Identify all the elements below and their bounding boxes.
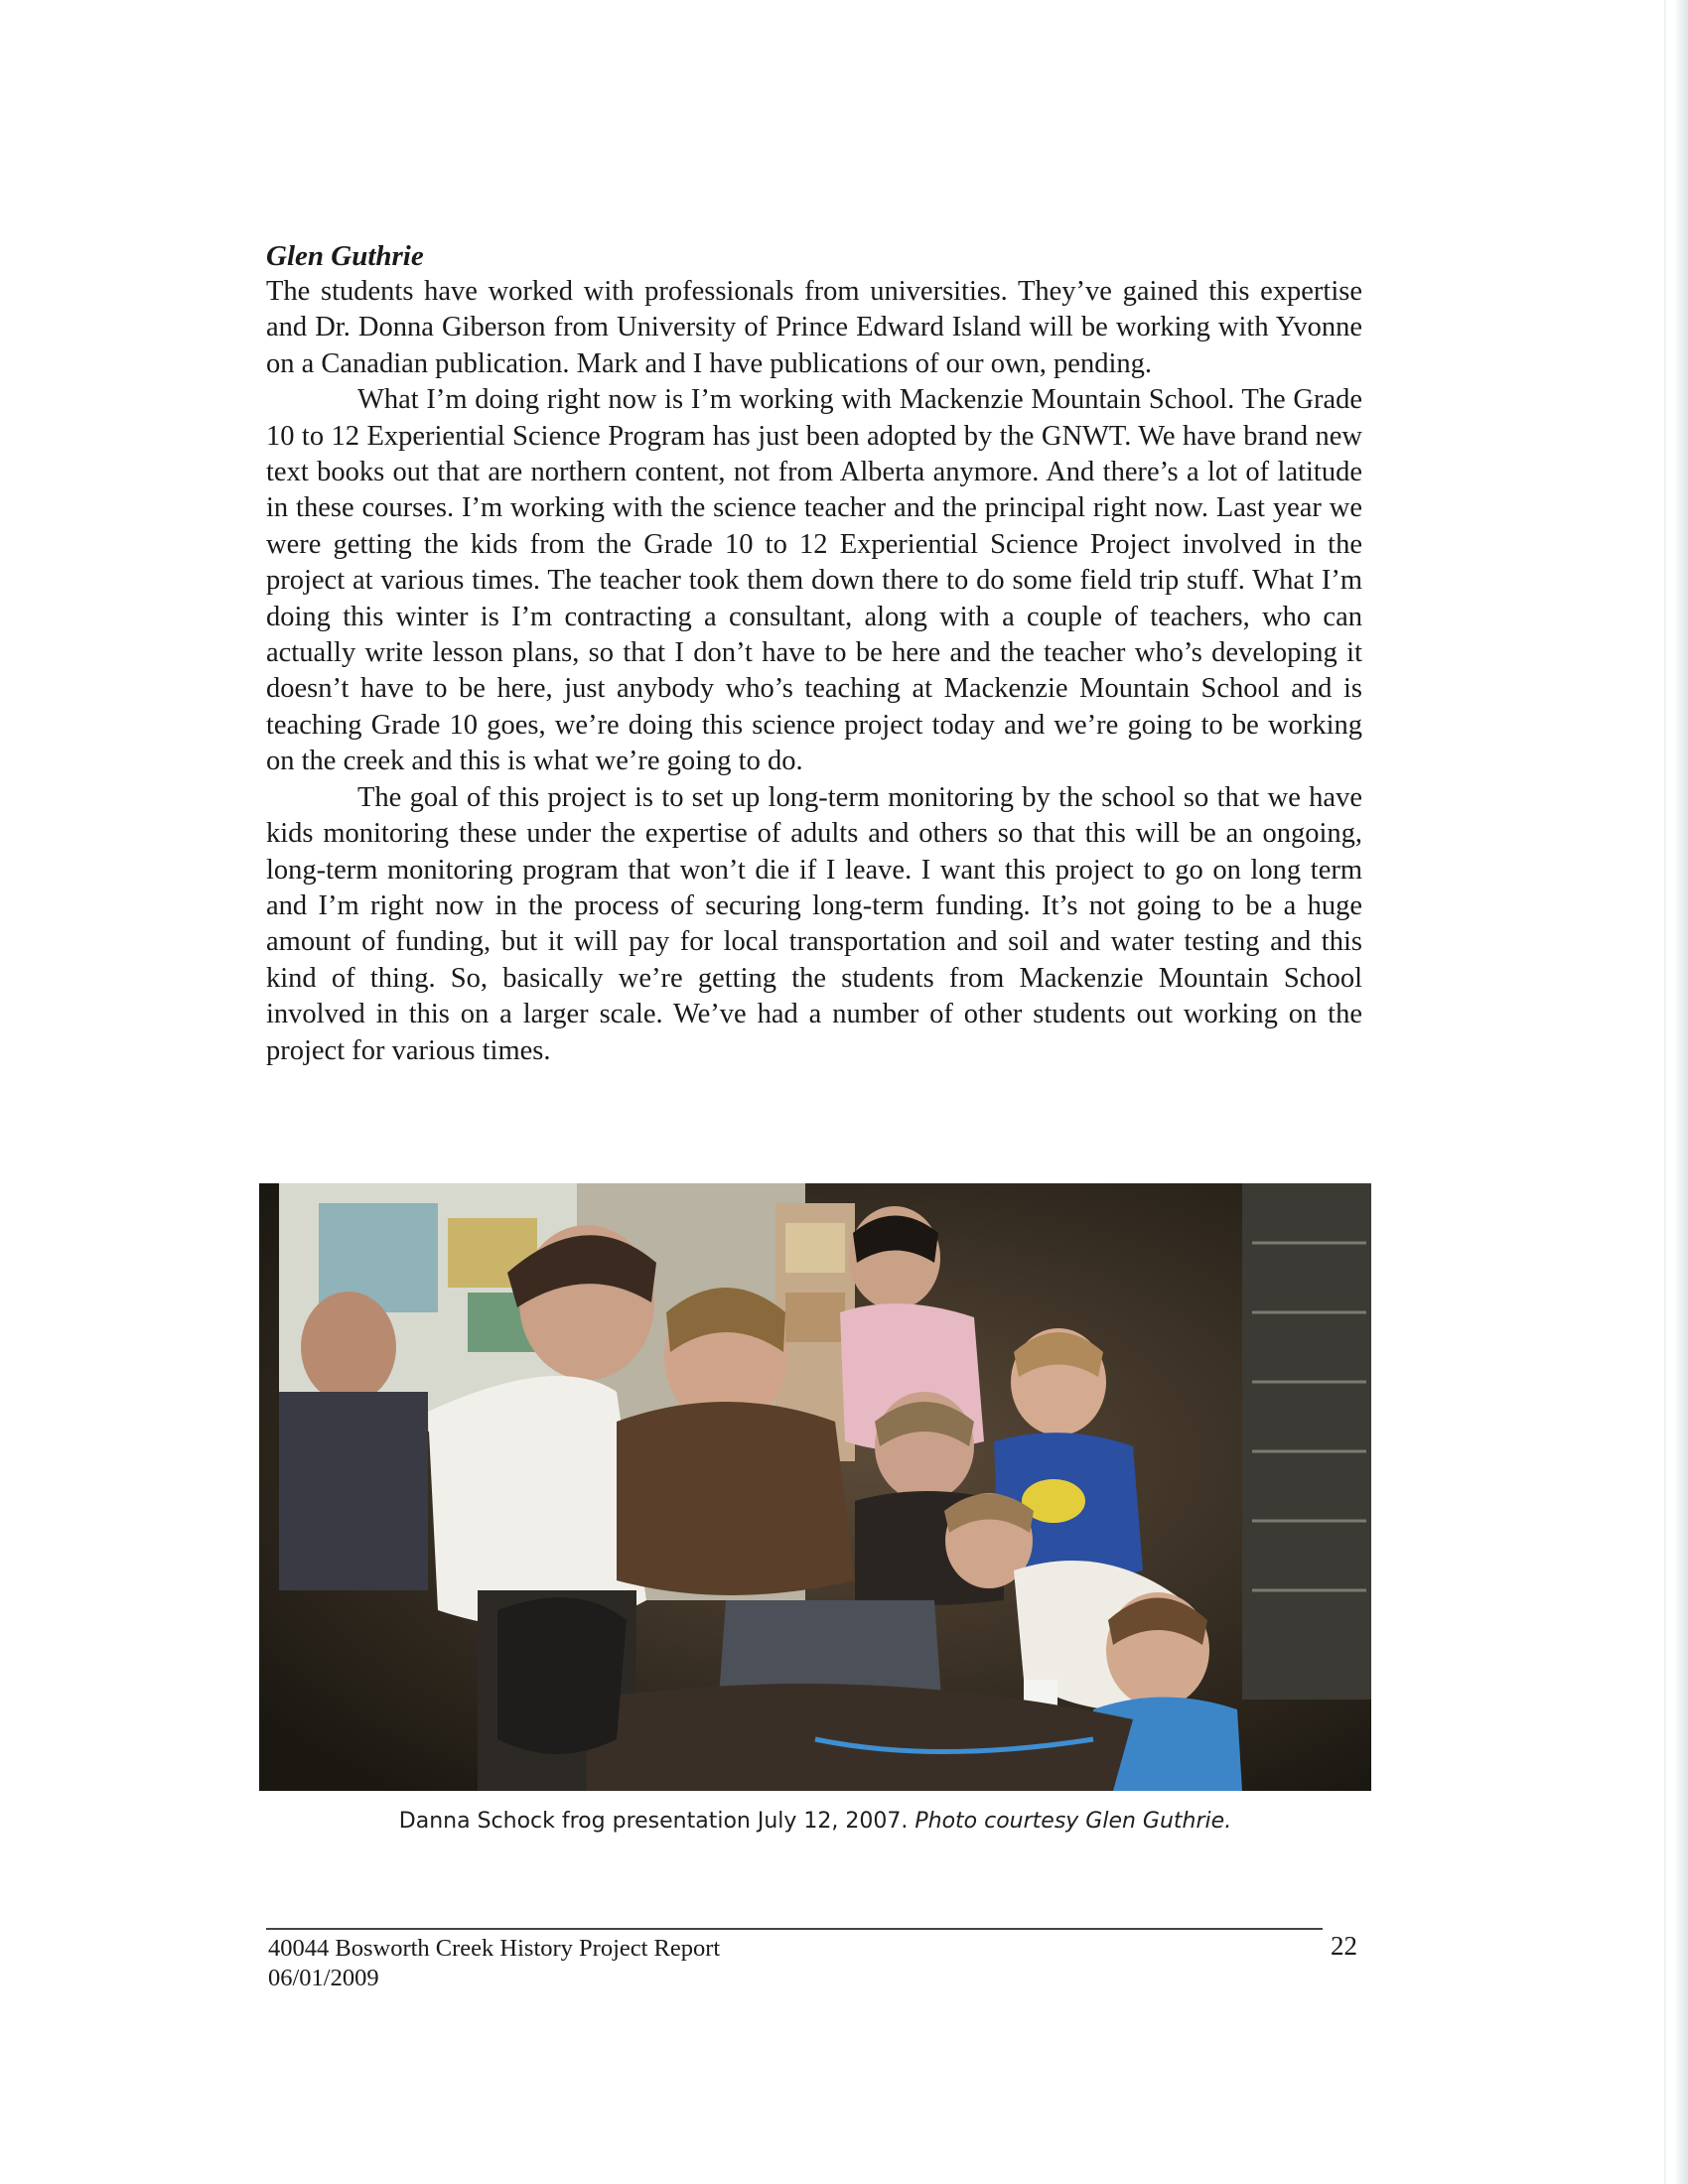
footer-report-title: 40044 Bosworth Creek History Project Report bbox=[268, 1935, 721, 1962]
document-body bbox=[266, 238, 1362, 1069]
paragraph-3: The goal of this project is to set up long-term monitoring by the school so that we have kids monitoring these under the expertise of adults and others so that this will be an ongoing, long-term monitoring program that won’t die if I leave. I want this project to go on long term and I’m right now in the process of securing long-term funding. It’s not going to be a huge amount of funding, but it will pay for local transportation and soil and water testing and this kind of thing. So, basically we’re getting the students from Mackenzie Mountain School involved in this on a larger scale. We’ve had a number of other students out working on the project for various times. bbox=[266, 781, 1362, 1066]
speaker-name: Glen Guthrie bbox=[266, 240, 424, 272]
scan-artifact-line bbox=[1664, 0, 1666, 2184]
scan-artifact-edge bbox=[1674, 0, 1688, 2184]
paragraph-2: What I’m doing right now is I’m working with Mackenzie Mountain School. The Grade 10 to 12 Experiential Science Program has just been adopted by the GNWT. We have brand new text books out that are northern content, not from Alberta anymore. And there’s a lot of latitude in these courses. I’m working with the science teacher and the principal right now. Last year we were getting the kids from the Grade 10 to 12 Experiential Science Project involved in the project at various times. The teacher took them down there to do some field trip stuff. What I’m doing this winter is I’m contracting a consultant, along with a couple of teachers, who can actually write lesson plans, so that I don’t have to be here and the teacher who’s developing it doesn’t have to be here, just anybody who’s teaching at Mackenzie Mountain School and is teaching Grade 10 goes, we’re doing this science project today and we’re going to be working on the creek and this is what we’re going to do. bbox=[266, 384, 1362, 777]
paragraph-1: The students have worked with professionals from universities. They’ve gained this expertise and Dr. Donna Giberson from University of Prince Edward Island will be working with Yvonne on a Canadian publication. Mark and I have publications of our own, pending. bbox=[266, 276, 1362, 379]
caption-credit: Photo courtesy Glen Guthrie. bbox=[914, 1809, 1232, 1834]
caption-main: Danna Schock frog presentation July 12, 2007. bbox=[398, 1809, 909, 1834]
page-number: 22 bbox=[1331, 1931, 1357, 1961]
photo-caption bbox=[259, 1809, 1371, 1834]
group-photo bbox=[259, 1183, 1371, 1791]
footer-date: 06/01/2009 bbox=[268, 1965, 379, 1991]
footer-divider bbox=[266, 1928, 1323, 1930]
footer-info bbox=[268, 1934, 720, 1993]
